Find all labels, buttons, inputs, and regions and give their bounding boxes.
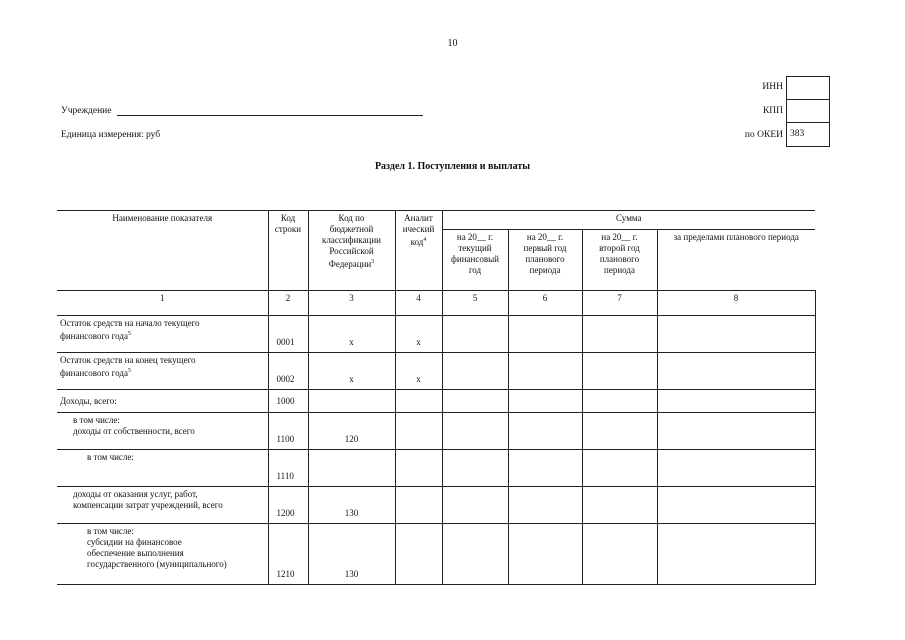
row-analytic: x [395, 316, 442, 353]
institution-label: Учреждение [61, 106, 112, 116]
row-bk [308, 450, 395, 487]
row-name: Доходы, всего: [57, 390, 268, 413]
row-cell[interactable] [442, 390, 508, 413]
row-cell[interactable] [508, 353, 582, 390]
header-name: Наименование показателя [57, 211, 268, 291]
row-bk: 130 [308, 524, 395, 585]
column-numbers-row [57, 291, 815, 316]
inn-label: ИНН [762, 82, 783, 92]
header-year-current: на 20__ г. текущий финансовый год [442, 230, 508, 291]
table-row [57, 390, 815, 413]
row-analytic [395, 524, 442, 585]
header-beyond: за пределами планового периода [657, 230, 815, 291]
table-row [57, 487, 815, 524]
row-cell[interactable] [657, 316, 815, 353]
row-code: 0002 [268, 353, 308, 390]
institution-field[interactable] [117, 106, 423, 116]
okei-value[interactable]: 383 [790, 129, 805, 139]
row-code: 1000 [268, 390, 308, 413]
row-code: 1100 [268, 413, 308, 450]
row-analytic [395, 450, 442, 487]
row-code: 0001 [268, 316, 308, 353]
colnum: 6 [508, 291, 582, 316]
table-row [57, 450, 815, 487]
row-name: Остаток средств на конец текущего финансового года$^5$ [57, 353, 268, 390]
row-cell[interactable] [582, 487, 657, 524]
row-name: доходы от оказания услуг, работ, компенсации затрат учреждений, всего [57, 487, 268, 524]
row-cell[interactable] [508, 450, 582, 487]
row-code: 1210 [268, 524, 308, 585]
row-cell[interactable] [582, 316, 657, 353]
row-cell[interactable] [582, 450, 657, 487]
kpp-value[interactable] [787, 100, 829, 123]
row-cell[interactable] [442, 487, 508, 524]
row-analytic [395, 413, 442, 450]
receipts-payments-table [57, 210, 816, 585]
code-box [786, 76, 830, 147]
row-cell[interactable] [442, 413, 508, 450]
page-number: 10 [447, 38, 458, 49]
row-cell[interactable] [657, 390, 815, 413]
row-cell[interactable] [508, 524, 582, 585]
row-code: 1110 [268, 450, 308, 487]
kpp-label: КПП [762, 106, 783, 116]
row-cell[interactable] [657, 353, 815, 390]
row-cell[interactable] [582, 524, 657, 585]
inn-value[interactable] [787, 77, 829, 100]
row-bk: x [308, 353, 395, 390]
header-sum: Сумма [442, 211, 815, 230]
row-analytic [395, 390, 442, 413]
row-cell[interactable] [657, 413, 815, 450]
header-year-first: на 20__ г. первый год планового периода [508, 230, 582, 291]
header-row-1 [57, 211, 815, 230]
row-cell[interactable] [508, 390, 582, 413]
header-code: Код строки [268, 211, 308, 291]
table-row [57, 413, 815, 450]
unit-label: Единица измерения: руб [61, 130, 161, 140]
row-cell[interactable] [582, 353, 657, 390]
row-name: в том числе: [57, 450, 268, 487]
row-cell[interactable] [442, 353, 508, 390]
table-row [57, 316, 815, 353]
row-cell[interactable] [582, 390, 657, 413]
row-cell[interactable] [657, 450, 815, 487]
row-cell[interactable] [657, 524, 815, 585]
row-cell[interactable] [442, 450, 508, 487]
colnum: 7 [582, 291, 657, 316]
section-title: Раздел 1. Поступления и выплаты [374, 161, 531, 172]
row-cell[interactable] [442, 316, 508, 353]
row-bk [308, 390, 395, 413]
colnum: 4 [395, 291, 442, 316]
row-cell[interactable] [442, 524, 508, 585]
row-bk: 130 [308, 487, 395, 524]
colnum: 2 [268, 291, 308, 316]
row-cell[interactable] [508, 413, 582, 450]
table-row [57, 524, 815, 585]
row-analytic: x [395, 353, 442, 390]
row-name: в том числе: доходы от собственности, всего [57, 413, 268, 450]
institution-row [61, 106, 423, 116]
row-cell[interactable] [582, 413, 657, 450]
row-name: Остаток средств на начало текущего финансового года$^5$ [57, 316, 268, 353]
header-year-second: на 20__ г. второй год планового периода [582, 230, 657, 291]
row-cell[interactable] [657, 487, 815, 524]
colnum: 5 [442, 291, 508, 316]
row-cell[interactable] [508, 316, 582, 353]
colnum: 1 [57, 291, 268, 316]
okei-label: по ОКЕИ [744, 130, 783, 140]
header-analytic: Аналит ический код$^4$ [395, 211, 442, 291]
colnum: 3 [308, 291, 395, 316]
table-row [57, 353, 815, 390]
row-cell[interactable] [508, 487, 582, 524]
row-bk: 120 [308, 413, 395, 450]
row-code: 1200 [268, 487, 308, 524]
row-bk: x [308, 316, 395, 353]
row-name: в том числе: субсидии на финансовое обеспечение выполнения государственного (муниципального) [57, 524, 268, 585]
row-analytic [395, 487, 442, 524]
colnum: 8 [657, 291, 815, 316]
header-bk: Код по бюджетной классификации Российской Федерации$^3$ [308, 211, 395, 291]
